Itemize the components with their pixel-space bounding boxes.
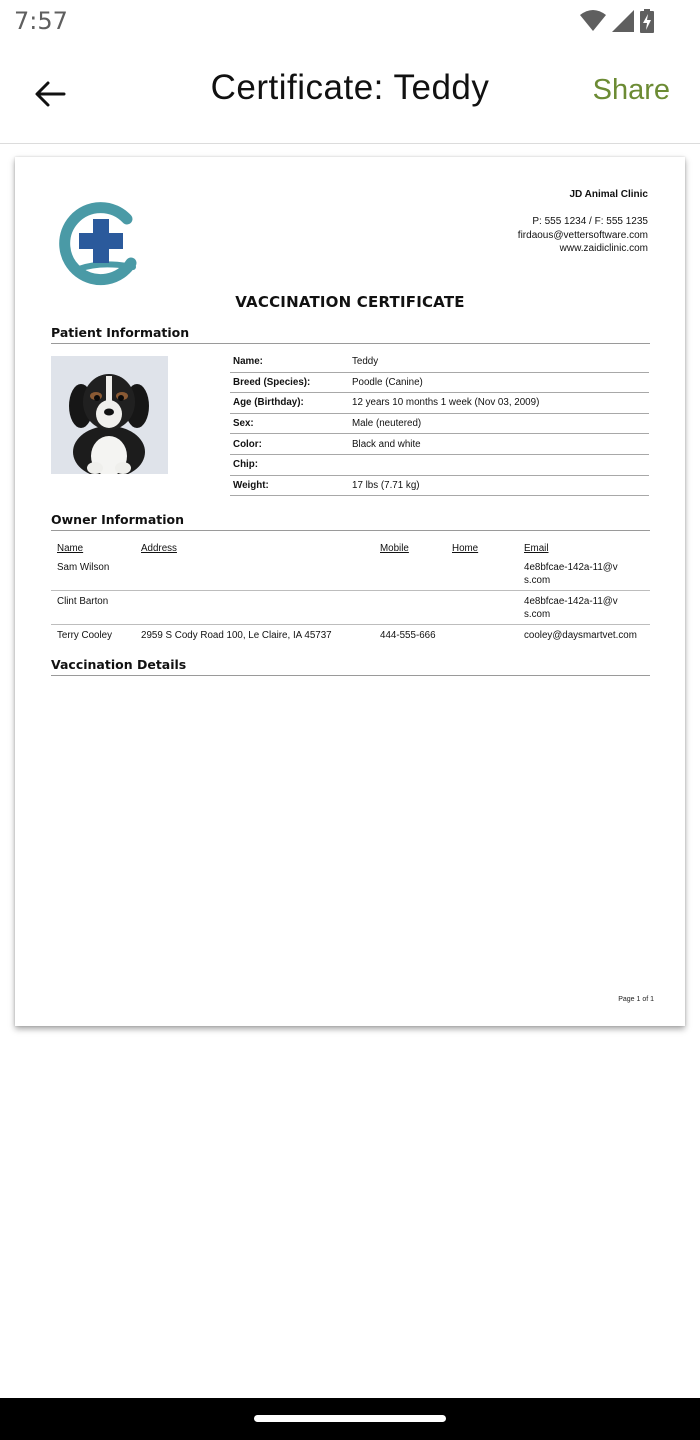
app-header <box>0 44 700 144</box>
column-header-email: Email <box>524 542 549 554</box>
patient-value: Black and white <box>352 438 421 450</box>
patient-label: Sex: <box>233 418 254 430</box>
patient-label: Name: <box>233 356 263 368</box>
owner-mobile <box>380 595 452 621</box>
patient-row <box>230 476 649 497</box>
status-bar <box>0 0 700 44</box>
owner-mobile <box>380 561 452 587</box>
certificate-document <box>15 157 685 1026</box>
owner-email: 4e8bfcae-142a-11@vs.com <box>524 562 618 586</box>
owner-name: Clint Barton <box>57 596 109 607</box>
patient-row <box>230 455 649 476</box>
page-number: Page 1 of 1 <box>618 996 654 1003</box>
patient-info-table <box>230 352 649 496</box>
owner-address: 2959 S Cody Road 100, Le Claire, IA 45737 <box>141 630 332 641</box>
owner-home <box>452 561 524 587</box>
patient-label: Breed (Species): <box>233 376 311 388</box>
clinic-logo <box>51 195 143 287</box>
owner-name: Sam Wilson <box>57 562 110 573</box>
patient-label: Weight: <box>233 479 269 491</box>
owner-address <box>141 561 380 587</box>
owner-home <box>452 595 524 621</box>
patient-row <box>230 352 649 373</box>
clinic-name: JD Animal Clinic <box>569 189 648 200</box>
patient-row <box>230 373 649 394</box>
owner-row <box>51 625 650 647</box>
navigation-bar <box>0 1398 700 1440</box>
owner-home <box>452 629 524 644</box>
status-icons <box>580 9 654 33</box>
patient-value: 17 lbs (7.71 kg) <box>352 479 420 491</box>
patient-row <box>230 414 649 435</box>
patient-value: Poodle (Canine) <box>352 376 423 388</box>
pet-photo <box>51 356 168 474</box>
clinic-phone: P: 555 1234 / F: 555 1235 <box>532 216 648 228</box>
cell-signal-icon <box>612 10 634 32</box>
owner-address <box>141 595 380 621</box>
patient-row <box>230 393 649 414</box>
owner-mobile: 444-555-666 <box>380 630 436 641</box>
owner-table-header <box>51 539 650 557</box>
page-title: Certificate: Teddy <box>210 68 490 107</box>
owner-row <box>51 591 650 625</box>
owner-name: Terry Cooley <box>57 630 112 641</box>
clinic-email: firdaous@vettersoftware.com <box>517 229 648 241</box>
clinic-website: www.zaidiclinic.com <box>559 243 648 255</box>
certificate-title: VACCINATION CERTIFICATE <box>235 293 465 311</box>
patient-label: Chip: <box>233 459 259 471</box>
owner-email: cooley@daysmartvet.com <box>524 630 637 641</box>
column-header-home: Home <box>452 542 479 554</box>
patient-value: Male (neutered) <box>352 418 422 430</box>
column-header-mobile: Mobile <box>380 542 409 554</box>
wifi-icon <box>580 10 606 32</box>
column-header-name: Name <box>57 542 84 554</box>
share-button[interactable]: Share <box>592 74 670 106</box>
patient-value: 12 years 10 months 1 week (Nov 03, 2009) <box>352 397 540 409</box>
owner-email: 4e8bfcae-142a-11@vs.com <box>524 596 618 620</box>
patient-section-title: Patient Information <box>51 325 650 344</box>
status-time: 7:57 <box>14 7 68 35</box>
home-gesture-handle[interactable] <box>254 1415 446 1422</box>
patient-value: Teddy <box>352 356 379 368</box>
clinic-info <box>518 188 648 256</box>
owner-section-title: Owner Information <box>51 512 650 531</box>
vaccination-section-title: Vaccination Details <box>51 657 650 676</box>
patient-label: Color: <box>233 438 262 450</box>
owner-table <box>51 539 650 647</box>
column-header-address: Address <box>141 542 177 554</box>
patient-label: Age (Birthday): <box>233 397 304 409</box>
owner-row <box>51 557 650 591</box>
battery-charging-icon <box>640 9 654 33</box>
patient-row <box>230 434 649 455</box>
